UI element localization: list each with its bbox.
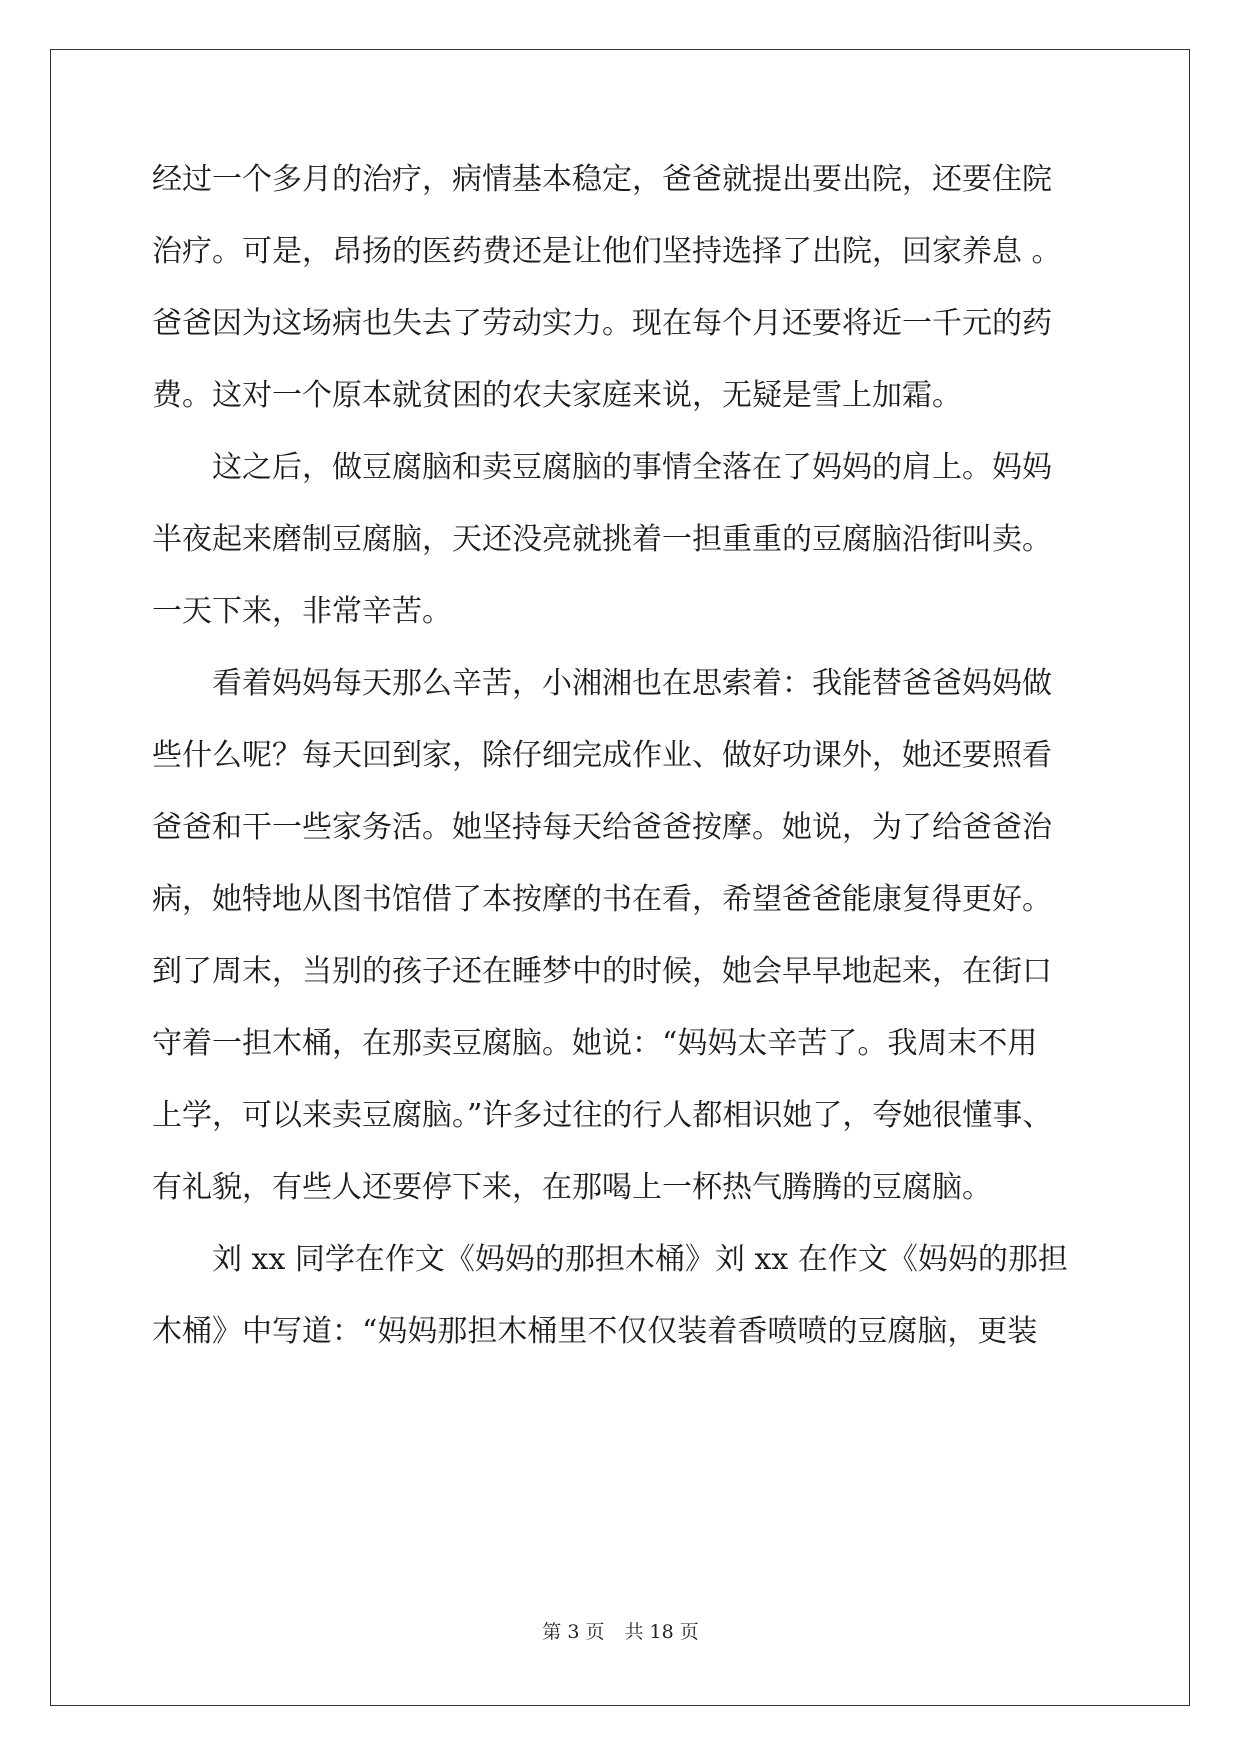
text-line: 上学，可以来卖豆腐脑。”许多过往的行人都相识她了，夸她很懂事、 xyxy=(152,1098,1053,1133)
text-line: 这之后，做豆腐脑和卖豆腐脑的事情全落在了妈妈的肩上。妈妈 xyxy=(152,450,1052,485)
text-line: 爸爸因为这场病也失去了劳动实力。现在每个月还要将近一千元的药 xyxy=(152,306,1052,341)
text-line: 治疗。可是，昂扬的医药费还是让他们坚持选择了出院，回家养息 。 xyxy=(152,234,1062,269)
text-line: 爸爸和干一些家务活。她坚持每天给爸爸按摩。她说，为了给爸爸治 xyxy=(152,810,1052,845)
text-line: 经过一个多月的治疗，病情基本稳定，爸爸就提出要出院，还要住院 xyxy=(152,162,1052,197)
text-line: 看着妈妈每天那么辛苦，小湘湘也在思索着：我能替爸爸妈妈做 xyxy=(152,666,1052,701)
page-border xyxy=(50,49,1190,1706)
text-line: 到了周末，当别的孩子还在睡梦中的时候，她会早早地起来，在街口 xyxy=(152,954,1052,989)
text-line: 费。这对一个原本就贫困的农夫家庭来说，无疑是雪上加霜。 xyxy=(152,378,962,413)
text-line: 病，她特地从图书馆借了本按摩的书在看，希望爸爸能康复得更好。 xyxy=(152,882,1052,917)
text-line: 些什么呢？每天回到家，除仔细完成作业、做好功课外，她还要照看 xyxy=(152,738,1052,773)
page-footer xyxy=(0,1620,1241,1644)
text-line: 刘 xx 同学在作文《妈妈的那担木桶》刘 xx 在作文《妈妈的那担 xyxy=(152,1242,1068,1277)
text-line: 有礼貌，有些人还要停下来，在那喝上一杯热气腾腾的豆腐脑。 xyxy=(152,1170,992,1205)
text-line: 守着一担木桶，在那卖豆腐脑。她说：“妈妈太辛苦了。我周末不用 xyxy=(152,1026,1038,1061)
text-line: 半夜起来磨制豆腐脑，天还没亮就挑着一担重重的豆腐脑沿街叫卖。 xyxy=(152,522,1052,557)
text-line: 木桶》中写道：“妈妈那担木桶里不仅仅装着香喷喷的豆腐脑，更装 xyxy=(152,1314,1038,1349)
page-number: 第 3 页 xyxy=(542,1621,605,1643)
page-total: 共 18 页 xyxy=(624,1621,699,1643)
text-line: 一天下来，非常辛苦。 xyxy=(152,594,452,629)
